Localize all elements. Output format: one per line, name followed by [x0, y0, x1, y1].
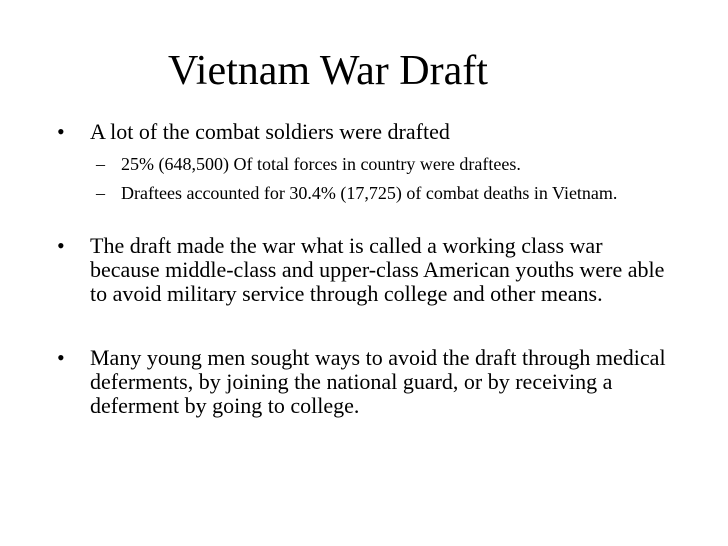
bullet-text: Many young men sought ways to avoid the draft through medical deferments, by joining the national guard, or by receiving a deferment by going to college. — [90, 345, 666, 418]
sub-bullet-text: Draftees accounted for 30.4% (17,725) of combat deaths in Vietnam. — [121, 183, 618, 203]
sub-bullet-text: 25% (648,500) Of total forces in country were draftees. — [121, 154, 521, 174]
bullet-text: A lot of the combat soldiers were drafted — [90, 119, 450, 144]
bullet-text: The draft made the war what is called a working class war because middle-class and upper-class American youths were able to avoid military service through college and other means. — [90, 233, 665, 306]
slide-title: Vietnam War Draft — [168, 48, 488, 94]
bullet-icon: • — [57, 119, 65, 144]
bullet-icon: • — [57, 345, 65, 370]
dash-icon: – — [96, 154, 105, 174]
dash-icon: – — [96, 183, 105, 203]
bullet-icon: • — [57, 233, 65, 258]
